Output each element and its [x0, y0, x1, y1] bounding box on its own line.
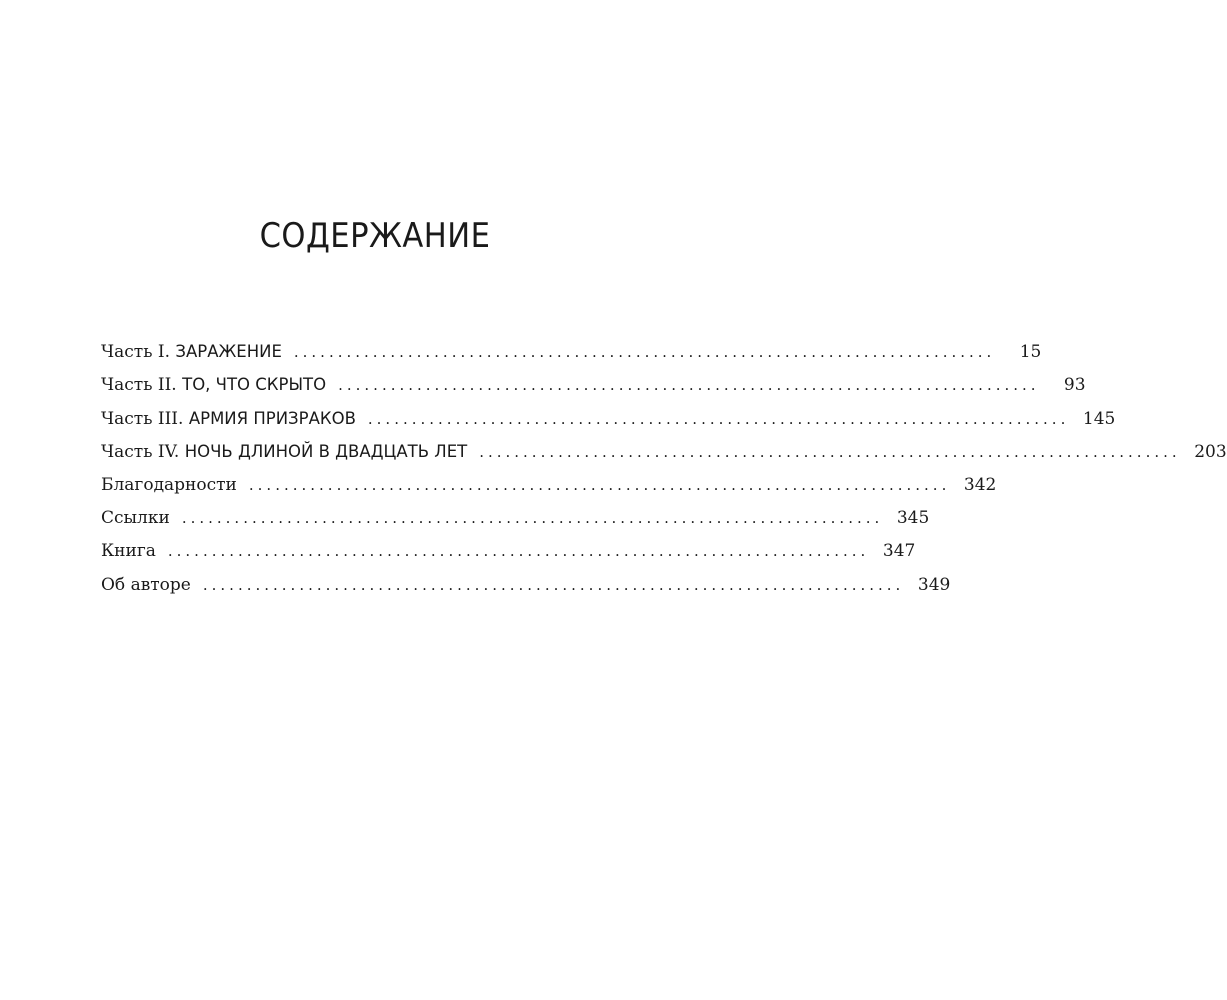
dot-leader: ................................................................................ [248, 475, 951, 494]
page-number: 349 [917, 574, 951, 595]
page-number: 345 [896, 507, 930, 528]
toc-entry-part-2[interactable] [101, 368, 1086, 401]
page-number: 342 [963, 474, 997, 495]
dot-leader: ................................................................................ [202, 575, 905, 594]
entry-label [101, 368, 326, 402]
page-number: 203 [1194, 442, 1227, 463]
dot-leader: ................................................................................ [367, 409, 1070, 428]
entry-label: Об авторе [101, 574, 191, 595]
dot-leader: ................................................................................ [479, 443, 1181, 462]
page-number: 15 [1019, 342, 1042, 362]
part-title: ЗАРАЖЕНИЕ [175, 342, 282, 361]
dot-leader: ................................................................................ [181, 508, 884, 527]
part-title: АРМИЯ ПРИЗРАКОВ [188, 408, 356, 428]
part-label: Часть III. [101, 408, 184, 429]
part-label: Часть I. [101, 342, 170, 362]
entry-label: Книга [101, 541, 156, 562]
table-of-contents [101, 335, 1227, 602]
part-label: Часть II. [101, 375, 177, 396]
dot-leader: ................................................................................ [293, 343, 996, 361]
toc-entry-part-4[interactable] [101, 435, 1227, 468]
entry-label [101, 335, 282, 369]
toc-entry-about-author[interactable] [101, 569, 951, 602]
entry-label: Ссылки [101, 507, 170, 528]
part-title: ТО, ЧТО СКРЫТО [182, 375, 327, 395]
toc-entry-references[interactable] [101, 502, 930, 535]
page-number: 93 [1063, 375, 1086, 396]
part-label: Часть IV. [101, 442, 180, 463]
dot-leader: ................................................................................ [167, 542, 870, 561]
entry-label: Благодарности [101, 474, 237, 495]
entry-label [101, 402, 356, 436]
entry-label [101, 435, 467, 469]
toc-entry-part-1[interactable] [101, 335, 1042, 368]
toc-entry-book[interactable] [101, 535, 916, 568]
toc-entry-acknowledgements[interactable] [101, 469, 997, 502]
dot-leader: ................................................................................ [338, 376, 1040, 395]
toc-title: СОДЕРЖАНИЕ [259, 216, 491, 256]
part-title: НОЧЬ ДЛИНОЙ В ДВАДЦАТЬ ЛЕТ [184, 442, 468, 462]
toc-entry-part-3[interactable] [101, 402, 1116, 435]
page-number: 145 [1082, 408, 1116, 429]
page-number: 347 [882, 541, 916, 562]
